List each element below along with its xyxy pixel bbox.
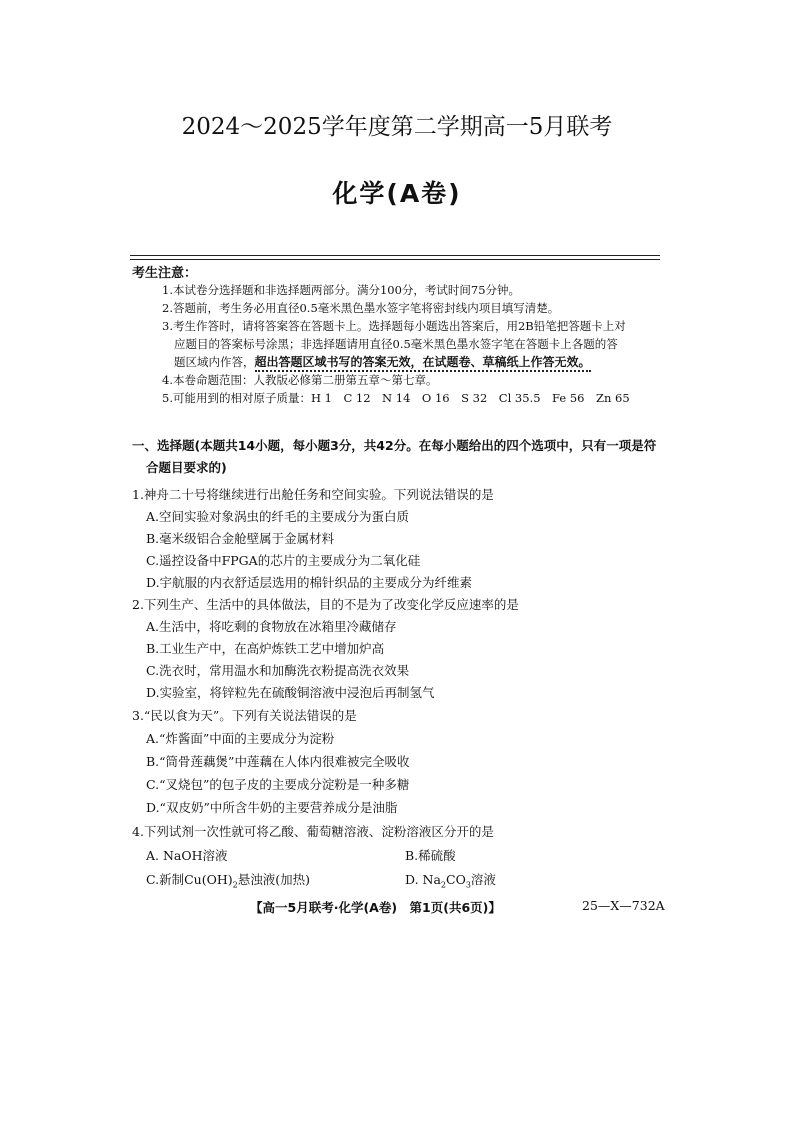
question-4-option-c-sub: 2 [232, 880, 238, 890]
notice-line-3: 3.考生作答时，请将答案答在答题卡上。选择题每小题选出答案后，用2B铅笔把答题卡上对 [162, 319, 626, 333]
notice-line-3c-text: 题区域内作答， [174, 355, 255, 369]
subject-title: 化学(A卷) [332, 179, 462, 208]
divider-thin [130, 259, 660, 260]
question-4-option-d-sub2: 3 [465, 880, 471, 890]
question-4-option-d-post: 溶液 [470, 872, 496, 887]
question-4-option-c-post: 悬浊液(加热) [237, 872, 310, 887]
question-3-option-c: C.“叉烧包”的包子皮的主要成分淀粉是一种多糖 [146, 777, 410, 792]
notice-line-5: 5.可能用到的相对原子质量：H 1 C 12 N 14 O 16 S 32 Cl 35.5 Fe 56 Zn 65 [162, 391, 630, 405]
paper-code: 25—X—732A [582, 898, 665, 913]
notice-line-4: 4.本卷命题范围：人教版必修第二册第五章～第七章。 [162, 373, 438, 387]
question-2-option-a: A.生活中，将吃剩的食物放在冰箱里冷藏储存 [146, 619, 397, 634]
question-2-option-c: C.洗衣时，常用温水和加酶洗衣粉提高洗衣效果 [146, 663, 410, 678]
question-1-stem: 1.神舟二十号将继续进行出舱任务和空间实验。下列说法错误的是 [132, 487, 494, 502]
question-4-option-d-pre: D. Na [405, 872, 441, 887]
question-4-option-d [405, 870, 496, 890]
question-4-option-d-mid: CO [446, 872, 466, 887]
section-heading [132, 435, 672, 479]
section-heading-line-2: 合题目要求的) [146, 460, 227, 475]
question-3-option-b: B.“筒骨莲藕煲”中莲藕在人体内很难被完全吸收 [146, 754, 410, 769]
question-3-option-d: D.“双皮奶”中所含牛奶的主要营养成分是油脂 [146, 800, 398, 815]
notice-line-3c [162, 353, 662, 371]
question-3-stem: 3.“民以食为天”。下列有关说法错误的是 [132, 708, 357, 723]
question-4-stem: 4.下列试剂一次性就可将乙酸、葡萄糖溶液、淀粉溶液区分开的是 [132, 824, 494, 839]
question-4-option-c [146, 870, 310, 890]
question-4-option-c-pre: C.新制Cu(OH) [146, 872, 233, 887]
notice-line-2: 2.答题前，考生务必用直径0.5毫米黑色墨水签字笔将密封线内项目填写清楚。 [162, 301, 560, 315]
notice-emphasis: 超出答题区域书写的答案无效，在试题卷、草稿纸上作答无效。 [255, 355, 591, 372]
question-2-stem: 2.下列生产、生活中的具体做法，目的不是为了改变化学反应速率的是 [132, 597, 519, 612]
question-4-option-a: A. NaOH溶液 [146, 848, 228, 863]
notice-heading: 考生注意： [132, 266, 198, 281]
question-1-option-b: B.毫米级铝合金舱壁属于金属材料 [146, 531, 335, 546]
divider-thick [130, 255, 660, 256]
page-footer: 【高一5月联考·化学(A卷) 第1页(共6页)】 [250, 900, 501, 915]
question-1-option-c: C.遥控设备中FPGA的芯片的主要成分为二氧化硅 [146, 553, 421, 568]
question-4-option-b: B.稀硫酸 [405, 848, 456, 863]
notice-list [162, 281, 662, 407]
exam-title: 2024～2025学年度第二学期高一5月联考 [181, 114, 613, 140]
question-4-option-d-sub1: 2 [440, 880, 447, 890]
question-2-option-d: D.实验室，将锌粒先在硫酸铜溶液中浸泡后再制氢气 [146, 685, 435, 700]
question-1-option-d: D.宇航服的内衣舒适层选用的棉针织品的主要成分为纤维素 [146, 575, 473, 590]
notice-line-3b: 应题目的答案标号涂黑；非选择题请用直径0.5毫米黑色墨水签字笔在答题卡上各题的答 [174, 337, 618, 351]
question-2-option-b: B.工业生产中，在高炉炼铁工艺中增加炉高 [146, 641, 385, 656]
question-1-option-a: A.空间实验对象涡虫的纤毛的主要成分为蛋白质 [146, 509, 410, 524]
question-3-option-a: A.“炸酱面”中面的主要成分为淀粉 [146, 731, 335, 746]
section-heading-line-1: 一、选择题(本题共14小题，每小题3分，共42分。在每小题给出的四个选项中，只有一项是符 [132, 438, 657, 453]
notice-line-1: 1.本试卷分选择题和非选择题两部分。满分100分，考试时间75分钟。 [162, 283, 521, 297]
